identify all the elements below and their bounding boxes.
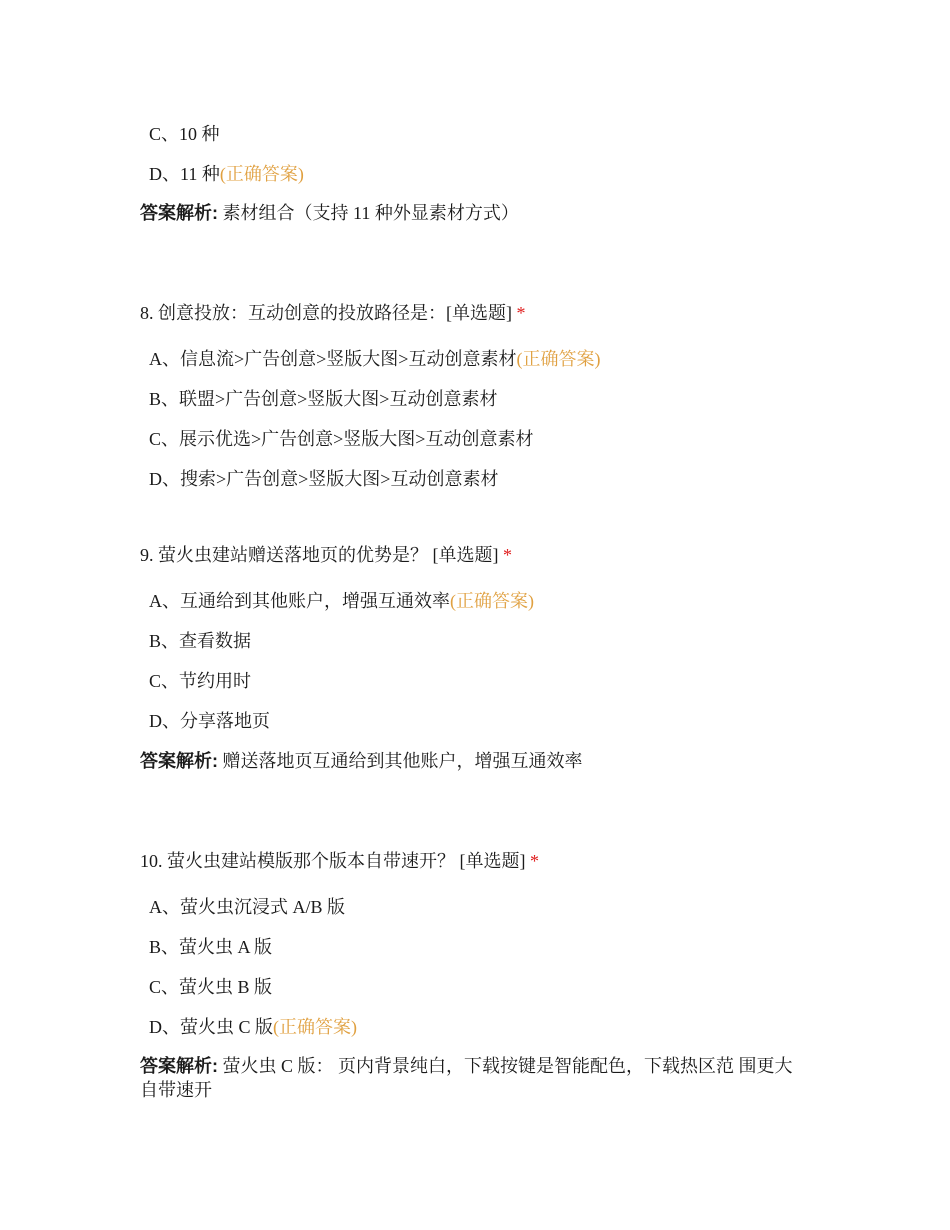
correct-answer-tag: (正确答案) (273, 1017, 358, 1037)
q9-analysis (140, 749, 820, 773)
q8-option-a: A、信息流>广告创意>竖版大图>互动创意素材(正确答案) (149, 349, 601, 369)
correct-answer-tag: (正确答案) (516, 349, 601, 369)
q10-title: 10. 萤火虫建站模版那个版本自带速开？ [单选题] * (140, 851, 539, 871)
q10-option-b: B、萤火虫 A 版 (149, 937, 273, 957)
analysis-label: 答案解析: (140, 751, 218, 771)
required-star: * (512, 303, 526, 323)
correct-answer-tag: (正确答案) (450, 591, 534, 611)
analysis-label: 答案解析: (140, 203, 218, 223)
q10-option-c: C、萤火虫 B 版 (149, 977, 273, 997)
analysis-text: 赠送落地页互通给到其他账户，增强互通效率 (218, 751, 583, 771)
required-star: * (498, 545, 512, 565)
q8-option-d: D、搜索>广告创意>竖版大图>互动创意素材 (149, 469, 499, 489)
analysis-label: 答案解析: (140, 1056, 218, 1076)
analysis-text: 素材组合（支持 11 种外显素材方式） (218, 203, 519, 223)
correct-answer-tag: (正确答案) (219, 164, 304, 184)
q9-option-d: D、分享落地页 (149, 711, 270, 731)
q9-option-c: C、节约用时 (149, 671, 252, 691)
required-star: * (525, 851, 539, 871)
q10-option-d: D、萤火虫 C 版(正确答案) (149, 1017, 358, 1037)
q7-option-d: D、11 种(正确答案) (149, 164, 304, 184)
q7-analysis (140, 201, 820, 225)
q8-title: 8. 创意投放：互动创意的投放路径是：[单选题] * (140, 303, 526, 323)
q9-title: 9. 萤火虫建站赠送落地页的优势是？ [单选题] * (140, 545, 512, 565)
q7-option-c: C、10 种 (149, 124, 220, 144)
q10-analysis (140, 1054, 808, 1102)
q10-option-a: A、萤火虫沉浸式 A/B 版 (149, 897, 346, 917)
q8-option-b: B、联盟>广告创意>竖版大图>互动创意素材 (149, 389, 498, 409)
q8-option-c: C、展示优选>广告创意>竖版大图>互动创意素材 (149, 429, 534, 449)
analysis-text: 萤火虫 C 版： 页内背景纯白，下载按键是智能配色，下载热区范 围更大自带速开 (140, 1056, 793, 1100)
q9-option-b: B、查看数据 (149, 631, 252, 651)
q9-option-a: A、互通给到其他账户，增强互通效率(正确答案) (149, 591, 534, 611)
